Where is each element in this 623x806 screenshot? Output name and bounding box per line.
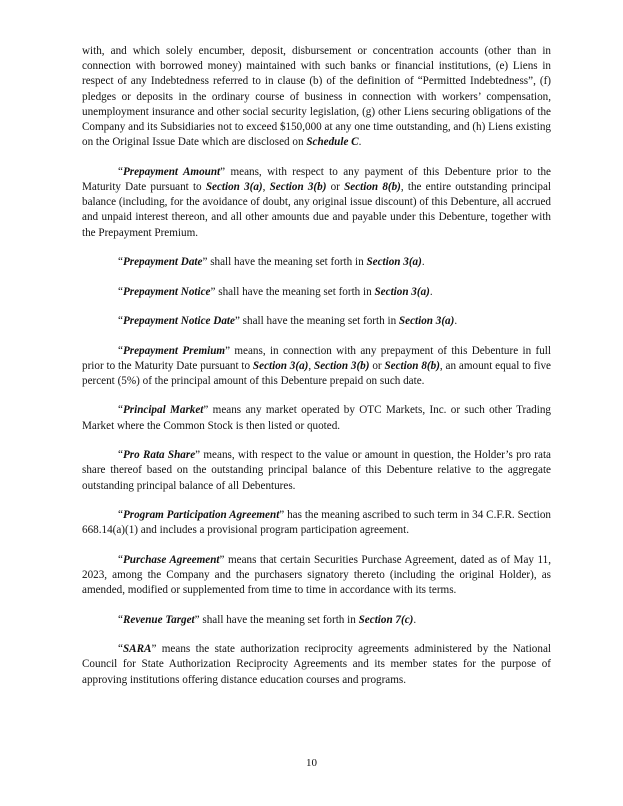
defined-term: Section 7(c)	[358, 613, 414, 626]
defined-term: Prepayment Notice Date	[122, 315, 235, 328]
text-run: ” shall have the meaning set forth in	[234, 315, 399, 328]
text-run: “	[118, 643, 123, 656]
defined-term: SARA	[122, 643, 152, 656]
text-run: ” shall have the meaning set forth in	[202, 256, 367, 269]
defined-term: Section 3(a)	[366, 256, 422, 269]
defined-term: Purchase Agreement	[122, 553, 220, 566]
text-run: ” means any market operated by OTC Markets, Inc. or such other Trading Market where the Common Stock is then listed or quoted.	[82, 404, 551, 432]
text-run: “	[118, 613, 123, 626]
text-run: ” shall have the meaning set forth in	[210, 285, 375, 298]
paragraph-revenue-target	[82, 613, 551, 628]
defined-term: Prepayment Date	[122, 256, 203, 269]
defined-term: Principal Market	[122, 404, 204, 417]
paragraph-principal-market	[82, 403, 551, 433]
defined-term: Prepayment Notice	[122, 285, 211, 298]
paragraph-program-participation-agreement	[82, 508, 551, 538]
defined-term: Section 8(b)	[344, 180, 401, 193]
text-run: “	[118, 553, 123, 566]
paragraph-prepayment-notice	[82, 285, 551, 300]
defined-term: Section 3(b)	[269, 180, 327, 193]
text-run: “	[118, 449, 123, 462]
defined-term: Section 3(a)	[374, 285, 430, 298]
paragraph-prepayment-amount	[82, 165, 551, 241]
text-run: ,	[262, 180, 270, 193]
text-run: ” shall have the meaning set forth in	[194, 613, 359, 626]
defined-term: Prepayment Premium	[122, 344, 226, 357]
paragraph-prepayment-date	[82, 255, 551, 270]
defined-term: Section 3(a)	[252, 359, 309, 372]
text-run: .	[454, 315, 458, 328]
defined-term: Program Participation Agreement	[122, 509, 280, 522]
paragraph-sara	[82, 642, 551, 688]
text-run: ,	[308, 359, 315, 372]
paragraph-pro-rata-share	[82, 448, 551, 494]
defined-term: Pro Rata Share	[122, 449, 196, 462]
paragraph-prepayment-notice-date	[82, 314, 551, 329]
text-run: “	[118, 315, 123, 328]
paragraph-prepayment-premium	[82, 344, 551, 390]
defined-term: Section 3(b)	[314, 359, 370, 372]
text-run: “	[118, 165, 123, 178]
page-number: 10	[306, 757, 317, 769]
defined-term: Revenue Target	[122, 613, 195, 626]
text-run: “	[118, 285, 123, 298]
text-run: “	[118, 404, 123, 417]
paragraph-purchase-agreement	[82, 553, 551, 599]
paragraph-liens	[82, 44, 551, 150]
text-run: ” means, in connection with any prepayment of this Debenture in full prior to the Maturity Date pursuant to	[82, 344, 551, 372]
document-body	[82, 44, 551, 702]
text-run: , an amount equal to five percent (5%) of the principal amount of this Debenture prepaid on such date.	[82, 359, 551, 387]
defined-term: Schedule C	[306, 136, 359, 149]
text-run: or	[369, 359, 385, 372]
text-run: .	[358, 136, 362, 149]
text-run: “	[118, 256, 123, 269]
text-run: “	[118, 509, 123, 522]
text-run: with, and which solely encumber, deposit, disbursement or concentration accounts (other than in connection with borrowed money) maintained with such banks or financial institutions, (e) Liens in respect of any Indebtedness referred to in clause (b) of the definition of “Permitted Indebtedness”, (f) pledges or deposits in the ordinary course of business in connection with workers’ compensation, unemployment insurance and other social security legislation, (g) other Liens securing obligations of the Company and its Subsidiaries not to exceed $150,000 at any one time outstanding, and (h) Liens existing on the Original Issue Date which are disclosed on	[82, 45, 551, 149]
defined-term: Section 3(a)	[398, 315, 455, 328]
defined-term: Section 8(b)	[384, 359, 440, 372]
text-run: or	[326, 180, 345, 193]
text-run: .	[413, 613, 417, 626]
text-run: , the entire outstanding principal balance (including, for the avoidance of doubt, any original issue discount) of this Debenture, all accrued and unpaid interest thereon, and all other amounts due and payable under this Debenture, together with the Prepayment Premium.	[82, 180, 551, 239]
text-run: ” has the meaning ascribed to such term in 34 C.F.R. Section 668.14(a)(1) and includes a provisional program participation agreement.	[82, 509, 551, 537]
text-run: “	[118, 344, 123, 357]
text-run: ” means, with respect to any payment of this Debenture prior to the Maturity Date pursuant to	[82, 165, 551, 193]
defined-term: Prepayment Amount	[122, 165, 221, 178]
text-run: .	[429, 285, 433, 298]
text-run: ” means the state authorization reciprocity agreements administered by the National Council for State Authorization Reciprocity Agreements and its member states for the purpose of approving institutions offering distance education courses and programs.	[82, 643, 551, 686]
text-run: ” means that certain Securities Purchase Agreement, dated as of May 11, 2023, among the Company and the purchasers signatory thereto (including the original Holder), as amended, modified or supplemented from time to time in accordance with its terms.	[82, 553, 552, 597]
defined-term: Section 3(a)	[205, 180, 263, 193]
text-run: .	[421, 256, 425, 269]
text-run: ” means, with respect to the value or amount in question, the Holder’s pro rata share thereof based on the outstanding principal balance of this Debenture relative to the aggregate outstanding principal balance of all Debentures.	[82, 449, 551, 492]
